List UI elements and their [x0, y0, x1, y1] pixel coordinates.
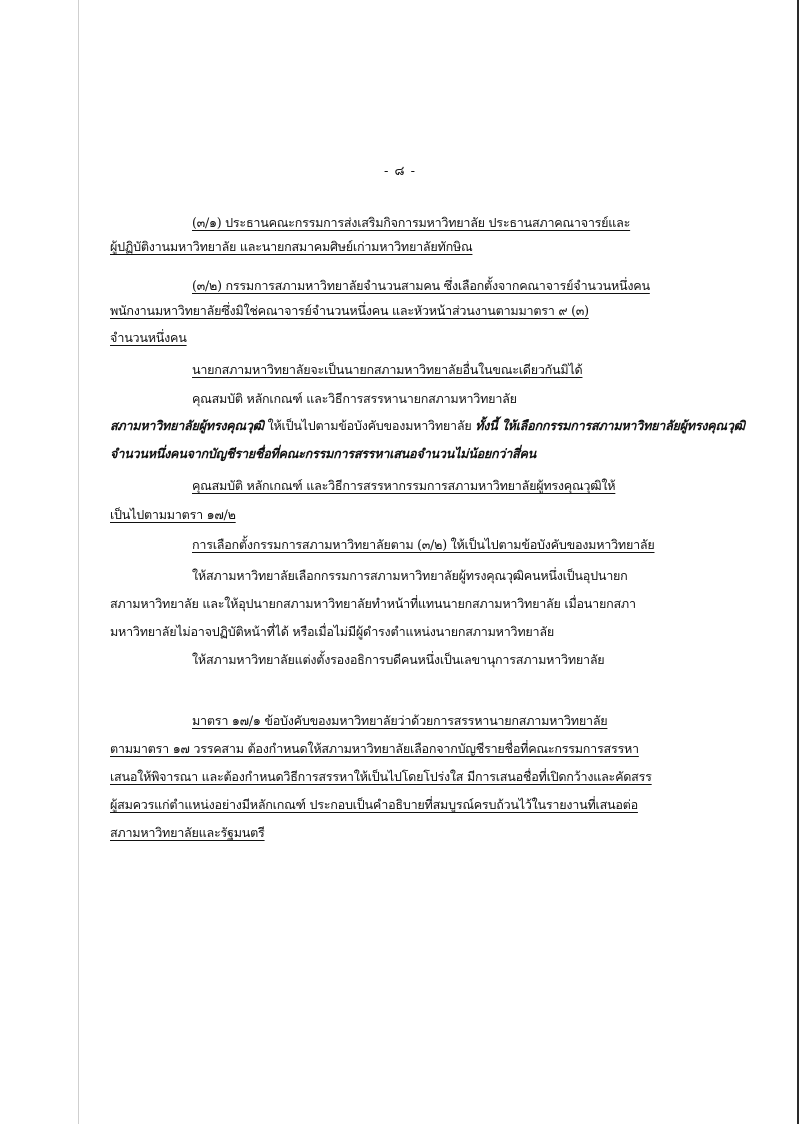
page-right-edge [797, 0, 799, 1124]
emphasized-text-line: จำนวนหนึ่งคนจากบัญชีรายชื่อที่คณะกรรมการสรรหาเสนอจำนวนไม่น้อยกว่าสี่คน [110, 446, 537, 461]
text-line: ตามมาตรา ๑๗ วรรคสาม ต้องกำหนดให้สภามหาวิทยาลัยเลือกจากบัญชีรายชื่อที่คณะกรรมการสรรหา [110, 741, 639, 756]
text-line: นายกสภามหาวิทยาลัยจะเป็นนายกสภามหาวิทยาลัยอื่นในขณะเดียวกันมิได้ [192, 362, 583, 377]
page-number: - ๘ - [384, 164, 417, 179]
text-line: สภามหาวิทยาลัย และให้อุปนายกสภามหาวิทยาลัยทำหน้าที่แทนนายกสภามหาวิทยาลัย เมื่อนายกสภา [110, 596, 636, 611]
page-left-edge [78, 0, 79, 1124]
text-line [110, 418, 745, 434]
text-line: เสนอให้พิจารณา และต้องกำหนดวิธีการสรรหาให้เป็นไปโดยโปร่งใส มีการเสนอชื่อที่เปิดกว้างและคัดสรร [110, 769, 652, 784]
text-line: เป็นไปตามมาตรา ๑๗/๒ [110, 507, 236, 522]
text-line: ผู้ปฏิบัติงานมหาวิทยาลัย และนายกสมาคมศิษย์เก่ามหาวิทยาลัยทักษิณ [110, 239, 473, 254]
text-line: จำนวนหนึ่งคน [110, 330, 187, 345]
text-line: พนักงานมหาวิทยาลัยซึ่งมิใช่คณาจารย์จำนวนหนึ่งคน และหัวหน้าส่วนงานตามมาตรา ๙ (๓) [110, 303, 589, 318]
text-line: มหาวิทยาลัยไม่อาจปฏิบัติหน้าที่ได้ หรือเมื่อไม่มีผู้ดำรงตำแหน่งนายกสภามหาวิทยาลัย [110, 624, 554, 639]
text-line: (๓/๑) ประธานคณะกรรมการส่งเสริมกิจการมหาวิทยาลัย ประธานสภาคณาจารย์และ [192, 215, 631, 230]
text-span: ให้เป็นไปตามข้อบังคับของมหาวิทยาลัย [263, 418, 472, 433]
text-line: ผู้สมควรแก่ตำแหน่งอย่างมีหลักเกณฑ์ ประกอบเป็นคำอธิบายที่สมบูรณ์ครบถ้วนไว้ในรายงานที่เสนอต่อ [110, 797, 638, 812]
text-line: สภามหาวิทยาลัยและรัฐมนตรี [110, 825, 265, 840]
text-line: มาตรา ๑๗/๑ ข้อบังคับของมหาวิทยาลัยว่าด้วยการสรรหานายกสภามหาวิทยาลัย [192, 713, 608, 728]
text-span: คุณสมบัติ หลักเกณฑ์ และวิธีการสรรหานายกสภามหาวิทยาลัย [192, 391, 517, 406]
text-line [192, 391, 517, 407]
text-line: การเลือกตั้งกรรมการสภามหาวิทยาลัยตาม (๓/๒) ให้เป็นไปตามข้อบังคับของมหาวิทยาลัย [192, 537, 655, 552]
emphasized-text: ทั้งนี้ ให้เลือกกรรมการสภามหาวิทยาลัยผู้ทรงคุณวุฒิ [475, 418, 745, 433]
text-line: คุณสมบัติ หลักเกณฑ์ และวิธีการสรรหากรรมการสภามหาวิทยาลัยผู้ทรงคุณวุฒิให้ [192, 478, 616, 493]
text-line: ให้สภามหาวิทยาลัยเลือกกรรมการสภามหาวิทยาลัยผู้ทรงคุณวุฒิคนหนึ่งเป็นอุปนายก [192, 568, 628, 583]
text-line: (๓/๒) กรรมการสภามหาวิทยาลัยจำนวนสามคน ซึ่งเลือกตั้งจากคณาจารย์จำนวนหนึ่งคน [192, 278, 650, 293]
text-line: ให้สภามหาวิทยาลัยแต่งตั้งรองอธิการบดีคนหนึ่งเป็นเลขานุการสภามหาวิทยาลัย [192, 652, 605, 667]
emphasized-text: สภามหาวิทยาลัยผู้ทรงคุณวุฒิ [110, 418, 264, 433]
